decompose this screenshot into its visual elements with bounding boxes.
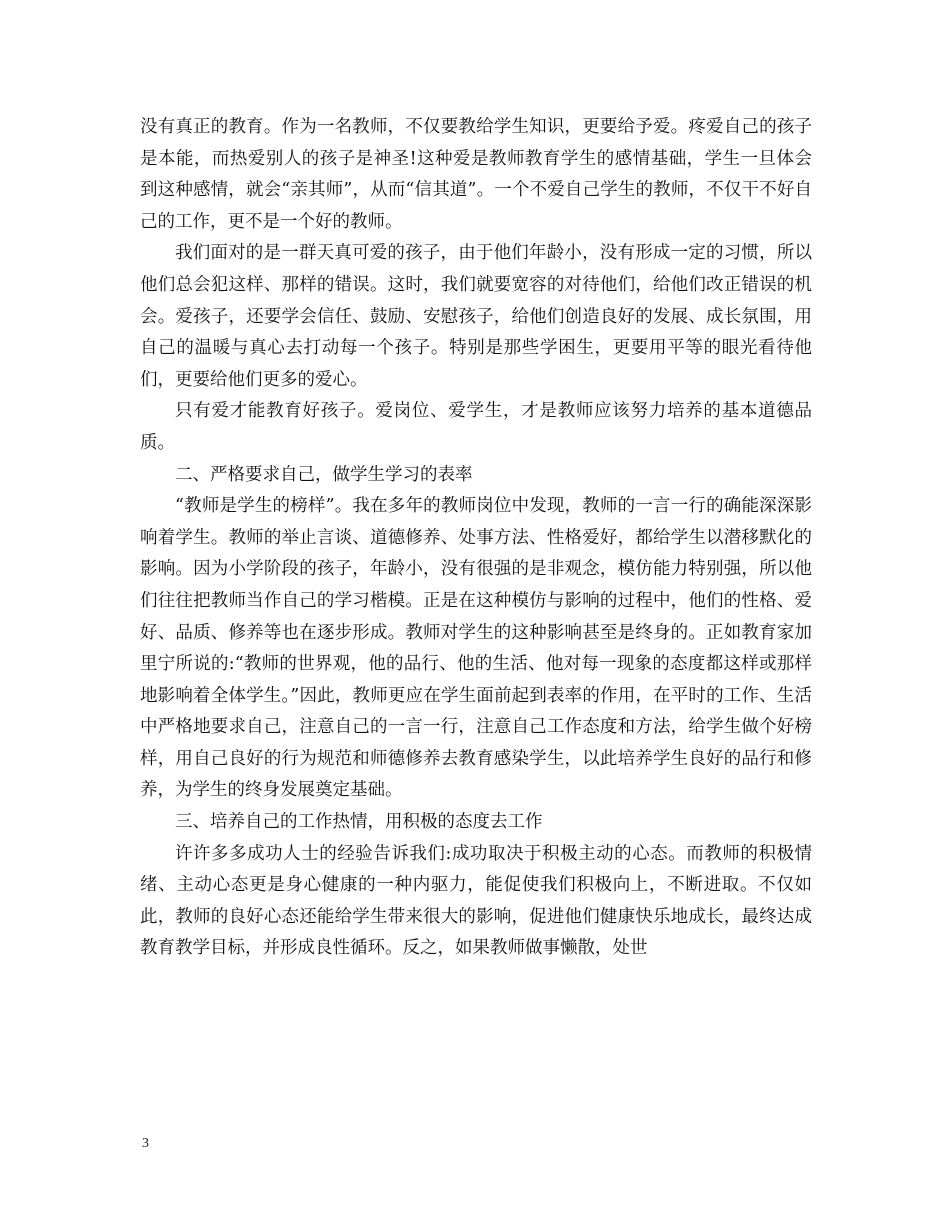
paragraph-continuation: 没有真正的教育。作为一名教师，不仅要教给学生知识，更要给予爱。疼爱自己的孩子是本能，而热爱别人的孩子是神圣!这种爱是教师教育学生的感情基础，学生一旦体会到这种感情，就会“亲其师”，从而“信其道”。一个不爱自己学生的教师，不仅干不好自己的工作，更不是一个好的教师。	[140, 117, 812, 232]
page-number: 3	[142, 1136, 149, 1151]
paragraph: 只有爱才能教育好孩子。爱岗位、爱学生，才是教师应该努力培养的基本道德品质。	[140, 401, 812, 453]
paragraph: “教师是学生的榜样”。我在多年的教师岗位中发现，教师的一言一行的确能深深影响着学生。教师的举止言谈、道德修养、处事方法、性格爱好，都给学生以潜移默化的影响。因为小学阶段的孩子，年龄小，没有很强的是非观念，模仿能力特别强，所以他们往往把教师当作自己的学习楷模。正是在这种模仿与影响的过程中，他们的性格、爱好、品质、修养等也在逐步形成。教师对学生的这种影响甚至是终身的。正如教育家加里宁所说的:“教师的世界观，他的品行、他的生活、他对每一现象的态度都这样或那样地影响着全体学生。”因此，教师更应在学生面前起到表率的作用，在平时的工作、生活中严格地要求自己，注意自己的一言一行，注意自己工作态度和方法，给学生做个好榜样，用自己良好的行为规范和师德修养去教育感染学生，以此培养学生良好的品行和修养，为学生的终身发展奠定基础。	[140, 496, 812, 801]
document-body	[140, 112, 812, 965]
section-heading: 二、严格要求自己，做学生学习的表率	[175, 464, 473, 485]
section-heading: 三、培养自己的工作热情，用积极的态度去工作	[175, 812, 543, 833]
paragraph: 我们面对的是一群天真可爱的孩子，由于他们年龄小，没有形成一定的习惯，所以他们总会犯这样、那样的错误。这时，我们就要宽容的对待他们，给他们改正错误的机会。爱孩子，还要学会信任、鼓励、安慰孩子，给他们创造良好的发展、成长氛围，用自己的温暖与真心去打动每一个孩子。特别是那些学困生，更要用平等的眼光看待他们，更要给他们更多的爱心。	[140, 243, 812, 390]
paragraph: 许许多多成功人士的经验告诉我们:成功取决于积极主动的心态。而教师的积极情绪、主动心态更是身心健康的一种内驱力，能促使我们积极向上，不断进取。不仅如此，教师的良好心态还能给学生带来很大的影响，促进他们健康快乐地成长，最终达成教育教学目标，并形成良性循环。反之，如果教师做事懒散，处世	[140, 843, 812, 959]
